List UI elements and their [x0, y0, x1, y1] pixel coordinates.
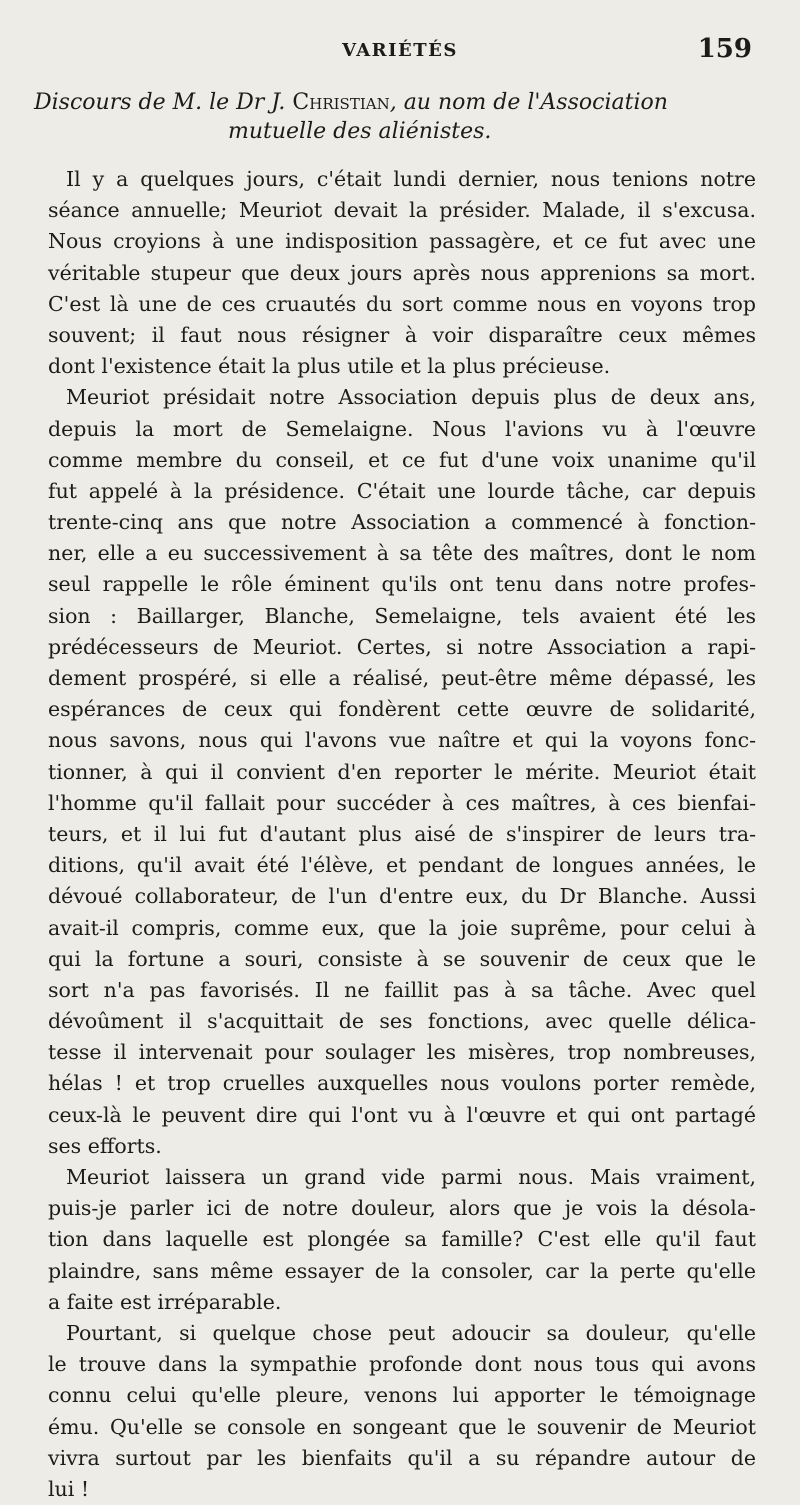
text-line: avait-il compris, comme eux, que la joie suprême, pour celui à [48, 915, 756, 940]
text-line: comme membre du conseil, et ce fut d'une voix unanime qu'il [48, 447, 756, 472]
text-line: tionner, à qui il convient d'en reporter le mérite. Meuriot était [48, 759, 756, 784]
text-line: vivra surtout par les bienfaits qu'il a su répandre autour de [48, 1445, 756, 1470]
text-line: dement prospéré, si elle a réalisé, peut-être même dépassé, les [48, 666, 756, 690]
text-line: Pourtant, si quelque chose peut adoucir sa douleur, qu'elle [66, 1320, 756, 1345]
text-line: sion : Baillarger, Blanche, Semelaigne, tels avaient été les [48, 603, 756, 628]
text-line: hélas ! et trop cruelles auxquelles nous voulons porter remède, [48, 1071, 756, 1096]
text-line: dévoûment il s'acquittait de ses fonctions, avec quelle délica- [48, 1009, 756, 1034]
text-line: trente-cinq ans que notre Association a commencé à fonction- [48, 510, 756, 535]
text-line: ses efforts. [48, 1133, 162, 1158]
text-line: C'est là une de ces cruautés du sort comme nous en voyons trop [48, 291, 756, 316]
speech-body [48, 164, 756, 1505]
text-line: véritable stupeur que deux jours après nous apprenions sa mort. [48, 260, 756, 285]
heading-line-1 [34, 88, 756, 117]
running-title: VARIÉTÉS [342, 40, 458, 61]
text-line: séance annuelle; Meuriot devait la présider. Malade, il s'excusa. [48, 198, 756, 223]
speech-heading [34, 88, 756, 146]
text-line: le trouve dans la sympathie profonde dont nous tous qui avons [48, 1352, 756, 1377]
text-line: Nous croyions à une indisposition passagère, et ce fut avec une [48, 229, 756, 254]
text-line: sort n'a pas favorisés. Il ne faillit pas à sa tâche. Avec quel [48, 977, 756, 1002]
text-line: seul rappelle le rôle éminent qu'ils ont tenu dans notre profes- [48, 572, 756, 597]
page-number: 159 [697, 34, 752, 64]
heading-prefix: Discours de M. le Dr J. [34, 90, 293, 115]
text-line: dévoué collaborateur, de l'un d'entre eux, du Dr Blanche. Aussi [48, 884, 756, 909]
heading-line-2: mutuelle des aliénistes. [228, 119, 492, 144]
text-line: teurs, et il lui fut d'autant plus aisé de s'inspirer de leurs tra- [48, 821, 756, 846]
text-line: puis-je parler ici de notre douleur, alors que je vois la désola- [48, 1196, 756, 1221]
heading-suffix: , au nom de l'Association [389, 90, 668, 115]
text-line: ditions, qu'il avait été l'élève, et pendant de longues années, le [48, 853, 756, 878]
text-line: tesse il intervenait pour soulager les misères, trop nombreuses, [48, 1040, 756, 1065]
author-name: Christian [292, 90, 390, 115]
text-line: Meuriot présidait notre Association depuis plus de deux ans, [66, 385, 756, 410]
text-line: ceux-là le peuvent dire qui l'ont vu à l'œuvre et qui ont partagé [48, 1102, 756, 1127]
text-line: plaindre, sans même essayer de la consoler, car la perte qu'elle [48, 1258, 756, 1283]
text-line: dont l'existence était la plus utile et la plus précieuse. [48, 354, 611, 379]
text-line: connu celui qu'elle pleure, venons lui apporter le témoignage [48, 1383, 756, 1408]
text-line: a faite est irréparable. [48, 1289, 282, 1314]
text-line: tion dans laquelle est plongée sa famille? C'est elle qu'il faut [48, 1227, 756, 1252]
text-line: Il y a quelques jours, c'était lundi dernier, nous tenions notre [66, 167, 756, 191]
text-line: souvent; il faut nous résigner à voir disparaître ceux mêmes [48, 322, 756, 347]
text-line: ému. Qu'elle se console en songeant que le souvenir de Meuriot [48, 1414, 756, 1439]
text-line: l'homme qu'il fallait pour succéder à ces maîtres, à ces bienfai- [48, 790, 756, 815]
text-line: espérances de ceux qui fondèrent cette œuvre de solidarité, [48, 697, 756, 722]
text-line: qui la fortune a souri, consiste à se souvenir de ceux que le [48, 946, 756, 971]
running-header [0, 34, 800, 68]
text-line: lui ! [48, 1476, 90, 1501]
text-line: prédécesseurs de Meuriot. Certes, si notre Association a rapi- [48, 634, 756, 659]
text-line: nous savons, nous qui l'avons vue naître et qui la voyons fonc- [48, 728, 756, 753]
text-line: depuis la mort de Semelaigne. Nous l'avions vu à l'œuvre [48, 416, 756, 441]
text-line: fut appelé à la présidence. C'était une lourde tâche, car depuis [48, 478, 756, 503]
text-line: ner, elle a eu successivement à sa tête des maîtres, dont le nom [48, 541, 756, 566]
text-line: Meuriot laissera un grand vide parmi nous. Mais vraiment, [66, 1165, 756, 1189]
